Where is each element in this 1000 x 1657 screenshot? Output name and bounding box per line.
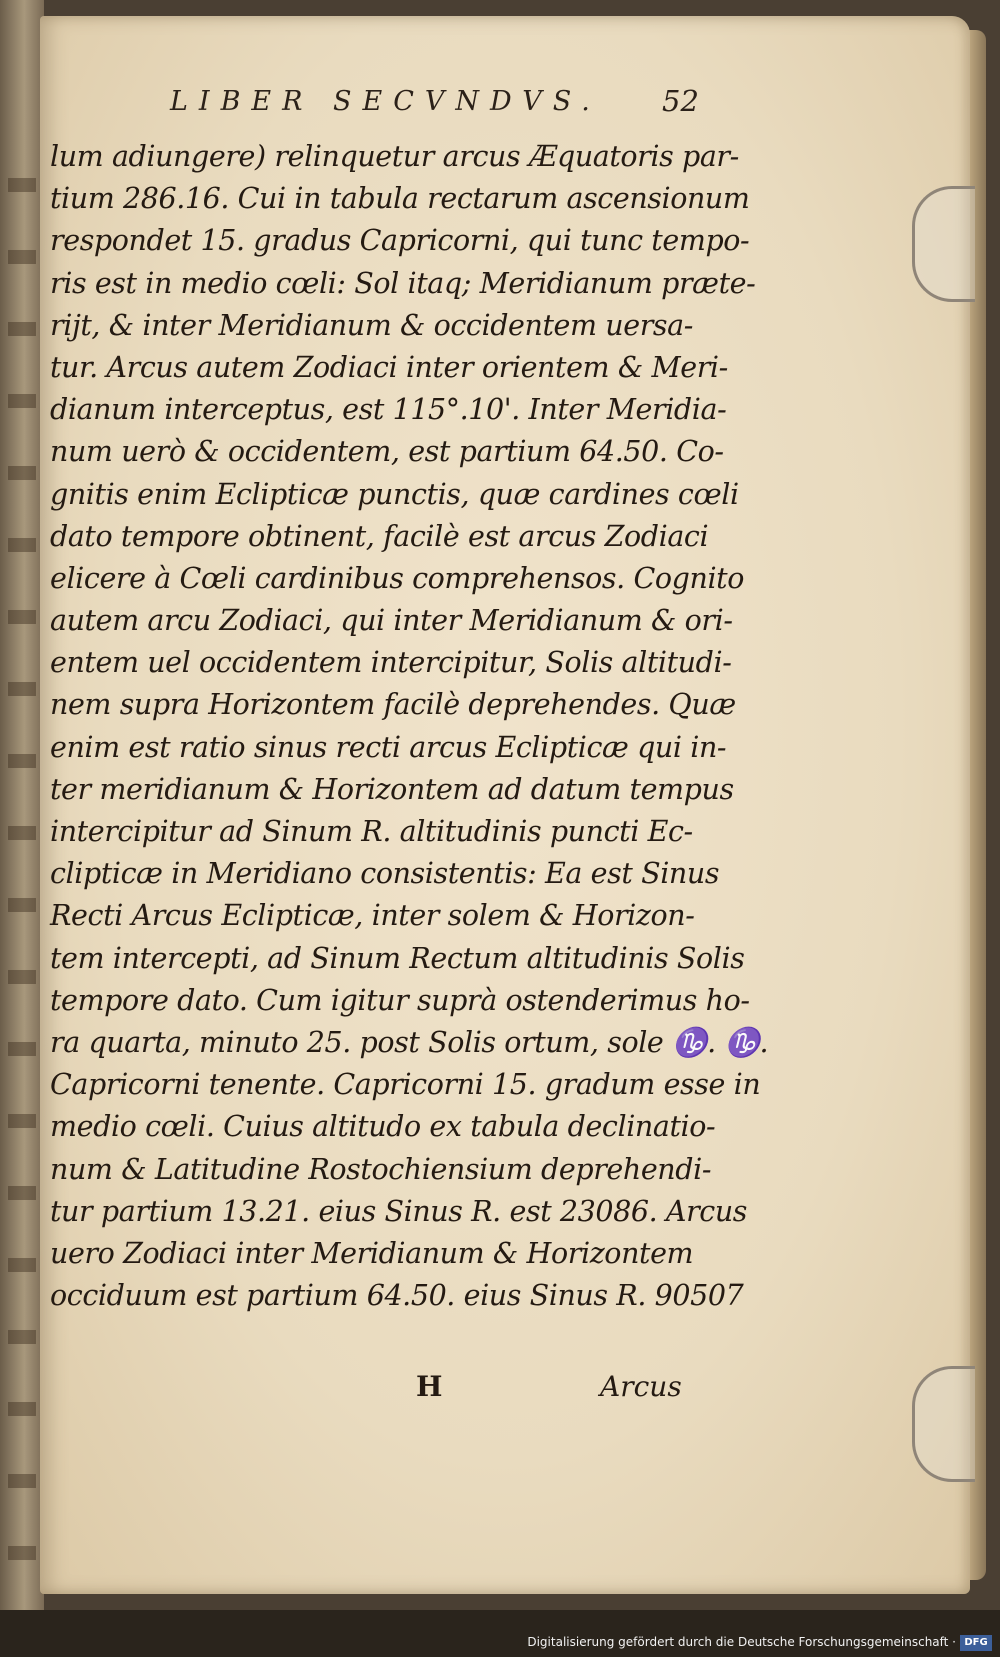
text-line: ter meridianum & Horizontem ad datum tempus xyxy=(50,772,734,806)
text-line: enim est ratio sinus recti arcus Eclipticæ qui in- xyxy=(50,730,727,764)
text-line: respondet 15. gradus Capricorni, qui tunc tempo- xyxy=(50,224,750,258)
catchword: Arcus xyxy=(600,1370,682,1403)
text-line: autem arcu Zodiaci, qui inter Meridianum & ori- xyxy=(50,604,733,638)
body-text xyxy=(50,136,769,1317)
text-line: tem intercepti, ad Sinum Rectum altitudinis Solis xyxy=(50,941,745,975)
digitization-credit: Digitalisierung gefördert durch die Deutsche Forschungsgemeinschaft · xyxy=(527,1635,956,1649)
text-line: gnitis enim Eclipticæ punctis, quæ cardines cœli xyxy=(50,477,739,511)
text-line: elicere à Cœli cardinibus comprehensos. Cognito xyxy=(50,561,744,595)
text-line: lum adiungere) relinquetur arcus Æquatoris par- xyxy=(50,140,739,173)
text-line: ris est in medio cœli: Sol itaq; Meridianum præte- xyxy=(50,266,756,300)
dfg-logo: DFG xyxy=(960,1635,992,1651)
text-line: nem supra Horizontem facilè deprehendes. Quæ xyxy=(50,688,736,722)
text-line: tium 286.16. Cui in tabula rectarum ascensionum xyxy=(50,182,750,216)
text-line: rijt, & inter Meridianum & occidentem uersa- xyxy=(50,308,693,342)
text-line: tur partium 13.21. eius Sinus R. est 23086. Arcus xyxy=(50,1194,748,1228)
signature-mark: H xyxy=(416,1370,443,1403)
book-spine xyxy=(0,0,44,1610)
book-clip-bottom xyxy=(912,1366,975,1482)
text-line: tempore dato. Cum igitur suprà ostenderimus ho- xyxy=(50,983,750,1017)
text-line: Capricorni tenente. Capricorni 15. gradum esse in xyxy=(50,1068,761,1102)
text-line: num & Latitudine Rostochiensium deprehendi- xyxy=(50,1152,712,1186)
text-line: ra quarta, minuto 25. post Solis ortum, sole ♑. ♑. xyxy=(50,1025,769,1059)
text-line: dato tempore obtinent, facilè est arcus Zodiaci xyxy=(50,519,709,553)
page-number: 52 xyxy=(662,84,699,118)
text-line: uero Zodiaci inter Meridianum & Horizontem xyxy=(50,1236,694,1270)
book-clip-top xyxy=(912,186,975,302)
footer-bar xyxy=(0,1610,1000,1657)
spine-facing-page-edge xyxy=(8,120,36,1570)
text-line: tur. Arcus autem Zodiaci inter orientem & Meri- xyxy=(50,350,728,384)
text-line: Recti Arcus Eclipticæ, inter solem & Horizon- xyxy=(50,899,695,933)
text-line: entem uel occidentem intercipitur, Solis altitudi- xyxy=(50,646,732,680)
text-line: clipticæ in Meridiano consistentis: Ea est Sinus xyxy=(50,857,720,891)
text-line: intercipitur ad Sinum R. altitudinis puncti Ec- xyxy=(50,815,693,848)
text-line: occiduum est partium 64.50. eius Sinus R. 90507 xyxy=(50,1279,744,1313)
text-line: num uerò & occidentem, est partium 64.50. Co- xyxy=(50,435,724,469)
text-line: dianum interceptus, est 115°.10'. Inter Meridia- xyxy=(50,393,727,427)
running-title: LIBER SECVNDVS. xyxy=(170,86,601,117)
text-line: medio cœli. Cuius altitudo ex tabula declinatio- xyxy=(50,1110,716,1144)
